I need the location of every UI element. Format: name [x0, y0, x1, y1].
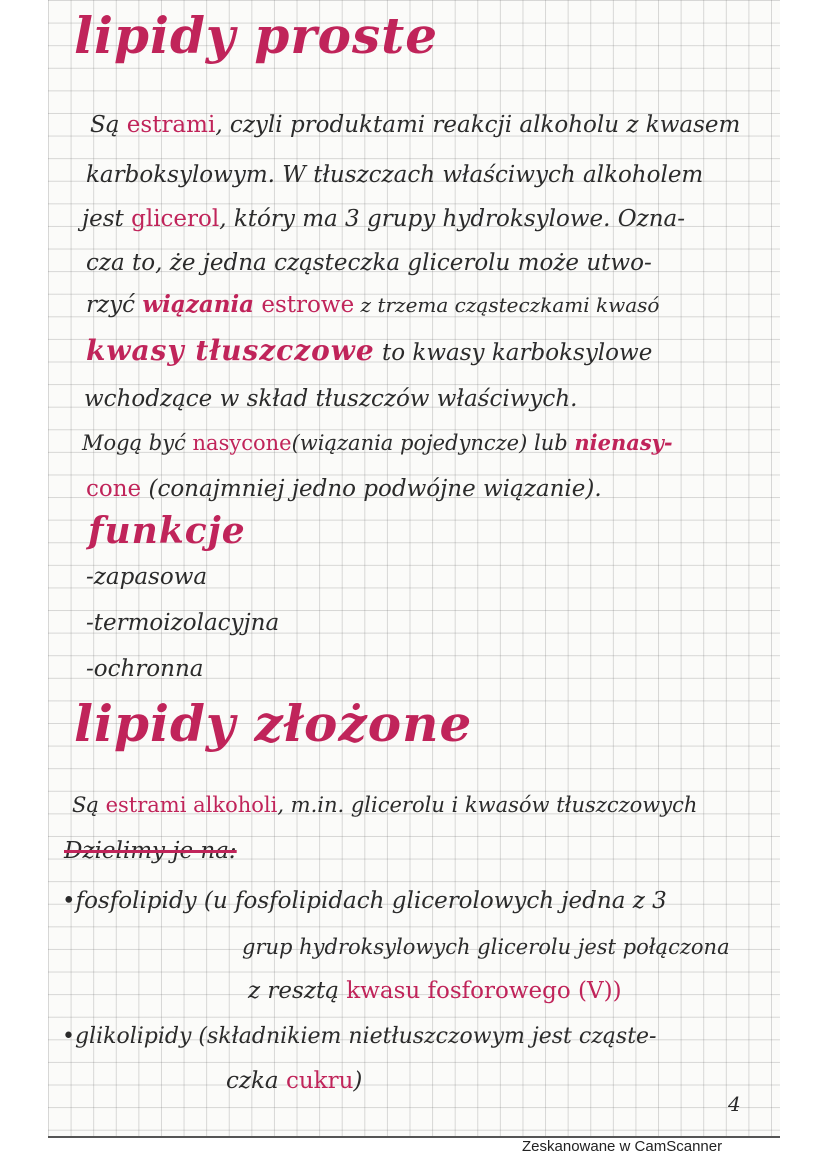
text: (wiązania pojedyncze) lub [291, 431, 575, 455]
text: czka [226, 1068, 286, 1094]
highlight-glicerol: glicerol [131, 206, 220, 232]
text-line [248, 976, 622, 1006]
list-item: -termoizolacyjna [86, 610, 280, 636]
heading-lipidy-proste: lipidy proste [74, 6, 439, 65]
list-item: -zapasowa [86, 564, 208, 590]
text-line: cza to, że jedna cząsteczka glicerolu może utwo- [86, 250, 652, 276]
heading-funkcje: funkcje [88, 510, 246, 552]
heading-lipidy-zlozone: lipidy złożone [74, 694, 473, 753]
highlight-nienasycone: nienasy- [574, 430, 673, 455]
text: z resztą [248, 978, 347, 1004]
text: rzyć [86, 292, 143, 318]
text: Są [90, 112, 127, 138]
text-line: grup hydroksylowych glicerolu jest połączona [242, 935, 730, 959]
highlight-estrami: estrami [126, 112, 216, 138]
text: , czyli produktami reakcji alkoholu z kwasem [215, 112, 741, 138]
text: ) [353, 1068, 363, 1094]
text: to kwasy karboksylowe [374, 340, 653, 366]
list-item: -ochronna [86, 656, 204, 682]
text: Są [72, 793, 106, 817]
text-line [90, 110, 740, 140]
notebook-page [48, 0, 780, 1138]
text-line [86, 474, 602, 504]
text: , m.in. glicerolu i kwasów tłuszczowych [277, 793, 698, 817]
text: z trzema cząsteczkami kwasó [354, 293, 660, 317]
text-line [86, 290, 659, 320]
list-item-glikolipidy: •glikolipidy (składnikiem nietłuszczowym jest cząste- [62, 1024, 657, 1049]
highlight-cukru: cukru [285, 1068, 354, 1094]
highlight-wiazania: wiązania [142, 291, 255, 318]
text-line [72, 790, 697, 820]
text: , który ma 3 grupy hydroksylowe. Ozna- [219, 206, 686, 232]
highlight-estrowe: estrowe [254, 292, 355, 318]
text: Mogą być [82, 431, 193, 455]
page-number: 4 [728, 1092, 741, 1116]
heading-kwasy-tluszczowe: kwasy tłuszczowe [86, 334, 375, 367]
text-line [86, 336, 652, 368]
highlight-cone: cone [86, 476, 142, 502]
camscanner-footer: Zeskanowane w CamScanner [522, 1138, 723, 1155]
highlight-nasycone: nasycone [192, 431, 292, 455]
highlight-estrami: estrami [105, 793, 187, 817]
text-line [82, 204, 685, 234]
text-line: wchodzące w skład tłuszczów właściwych. [84, 386, 578, 412]
text: (conajmniej jedno podwójne wiązanie). [141, 476, 602, 502]
highlight-kwasu-fosforowego: kwasu fosforowego (V)) [346, 978, 622, 1004]
text: jest [82, 206, 132, 232]
highlight-alkoholi: alkoholi [186, 793, 278, 817]
text-line [226, 1066, 362, 1096]
list-item-fosfolipidy: •fosfolipidy (u fosfolipidach glicerolowych jedna z 3 [62, 888, 667, 914]
text-line [82, 428, 673, 458]
struck-text: Dzielimy je na: [64, 838, 237, 864]
text-line: karboksylowym. W tłuszczach właściwych alkoholem [86, 162, 704, 188]
